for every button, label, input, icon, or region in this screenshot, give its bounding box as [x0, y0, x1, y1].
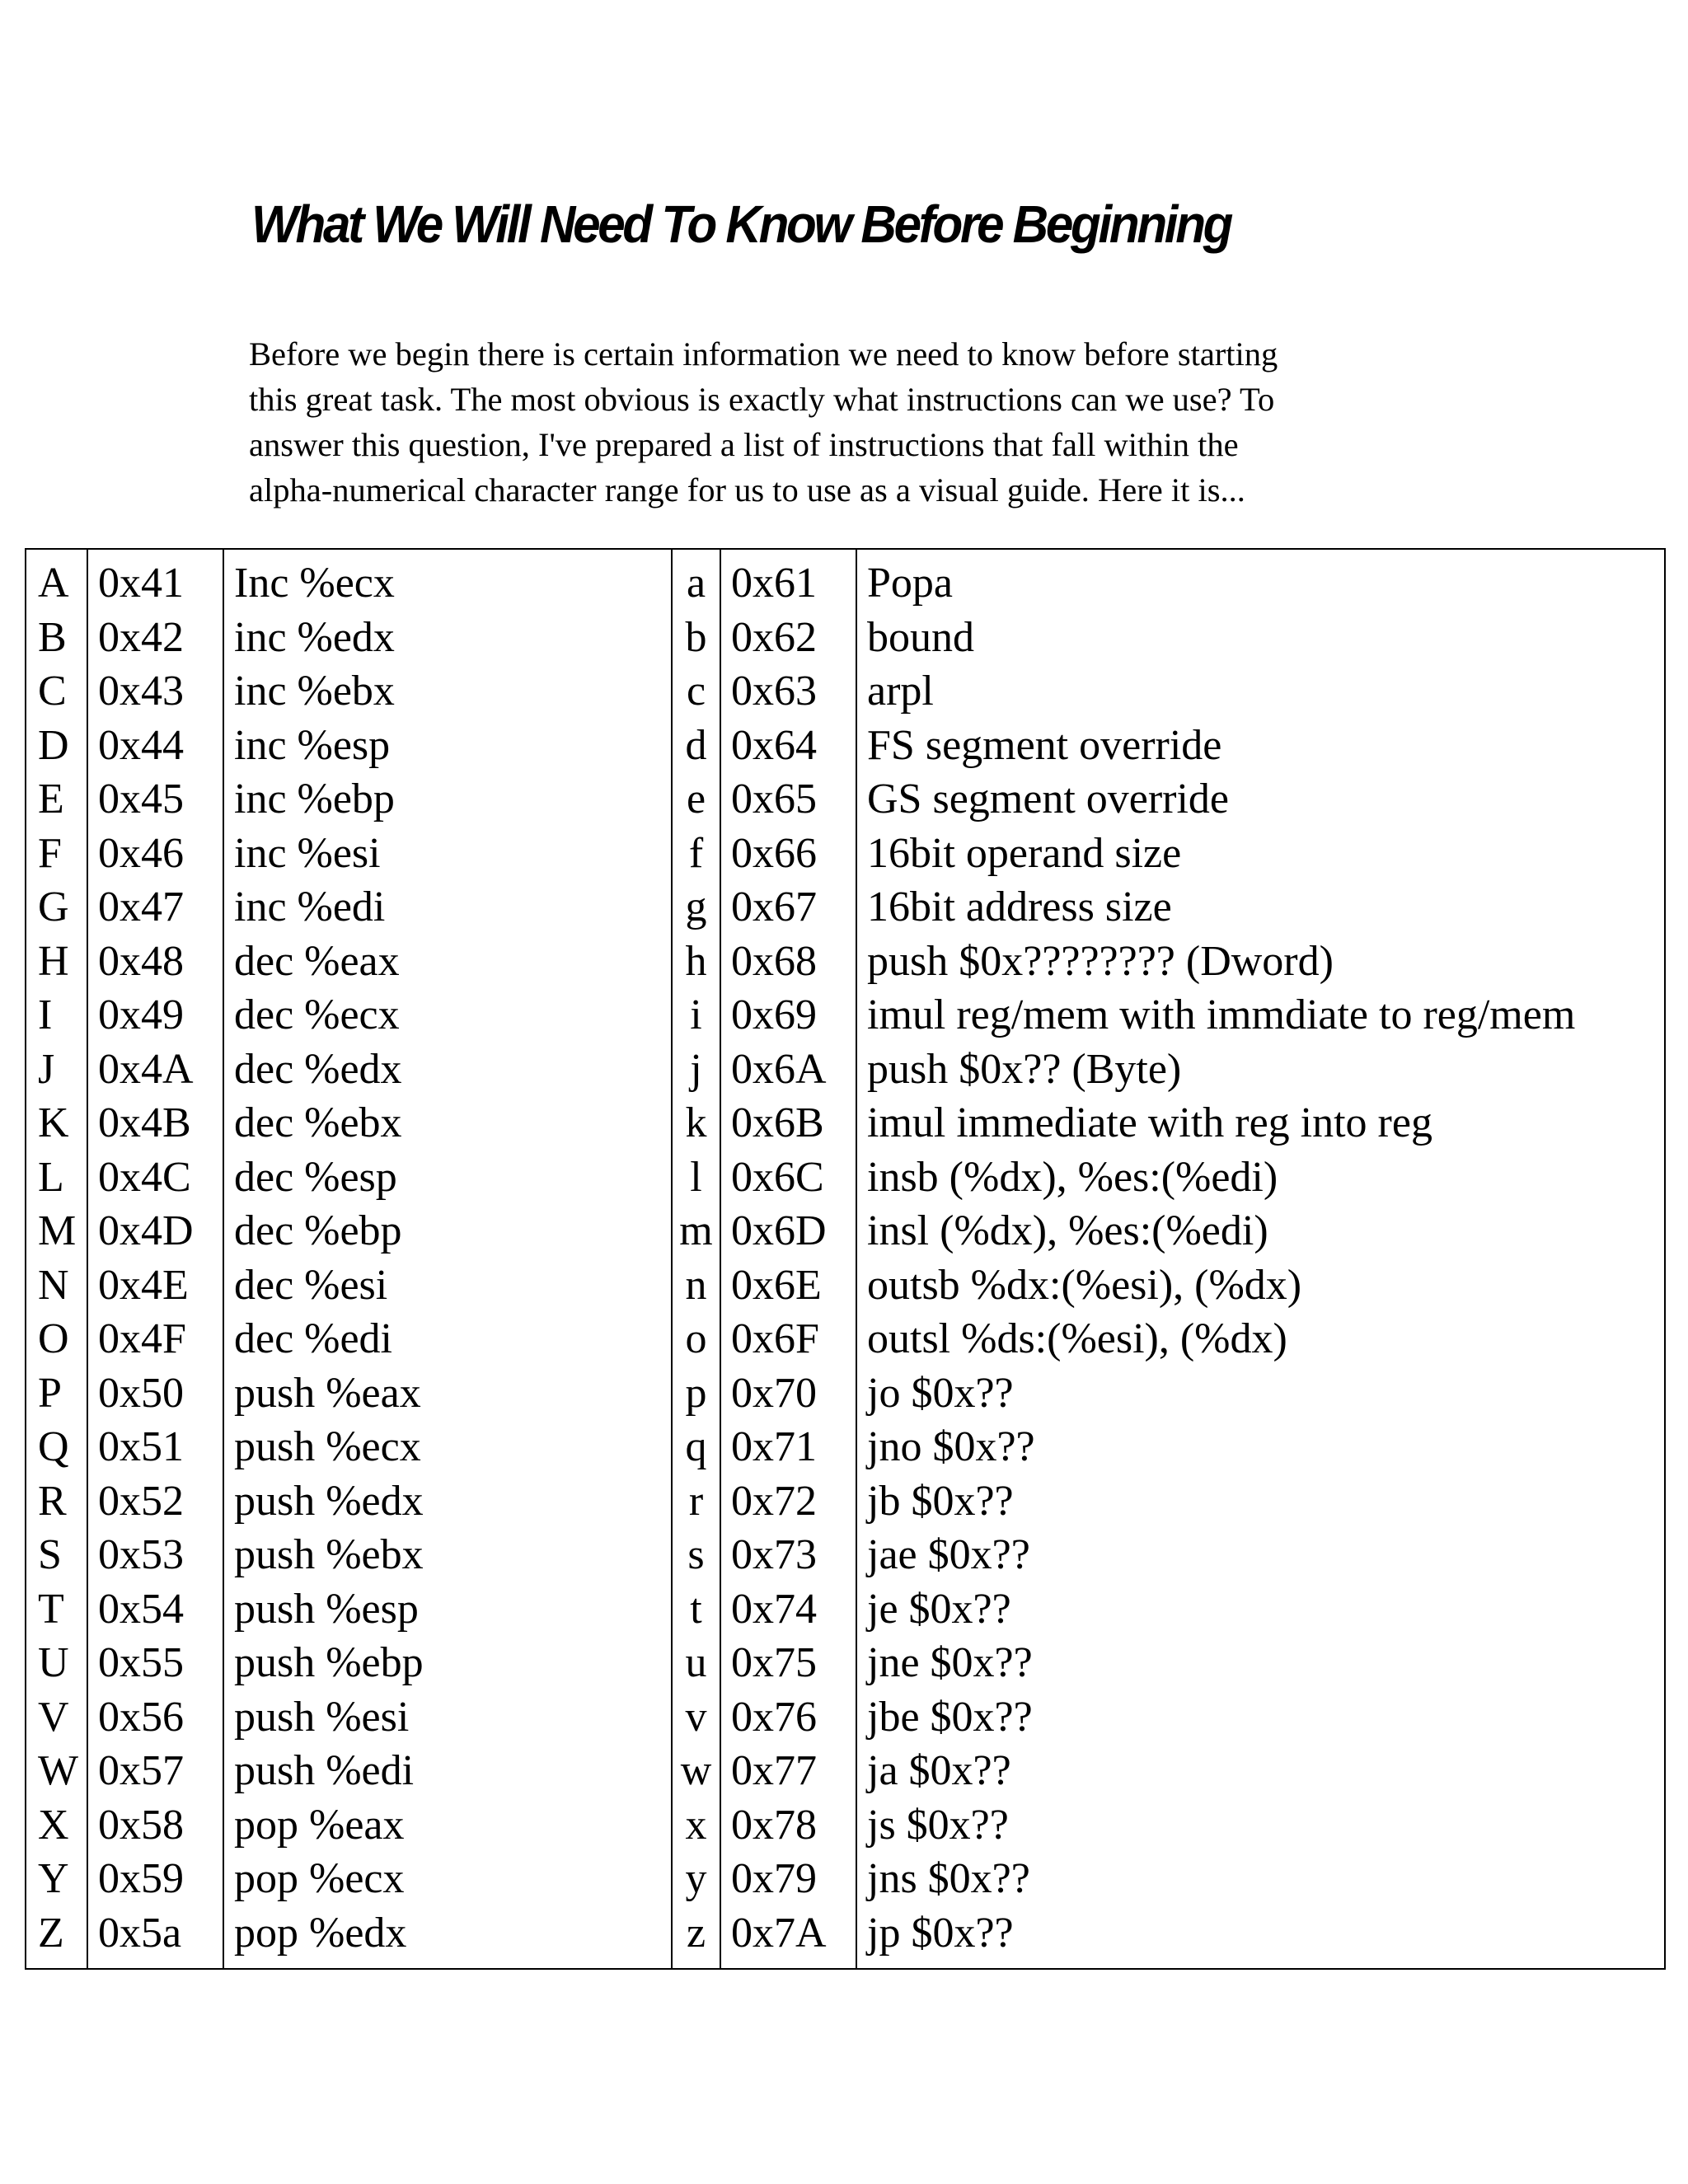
upper-hex-cell: 0x42	[87, 611, 223, 665]
lower-hex-cell: 0x65	[720, 772, 856, 827]
lower-char-cell: h	[672, 935, 720, 989]
upper-hex-cell: 0x54	[87, 1582, 223, 1637]
lower-instruction-cell: 16bit operand size	[867, 829, 1182, 877]
lower-hex-cell: 0x67	[720, 880, 856, 935]
upper-char-cell: M	[26, 1204, 87, 1258]
upper-instruction-cell: dec %esi	[223, 1258, 672, 1313]
lower-hex-cell: 0x66	[720, 827, 856, 881]
lower-char-cell: g	[672, 880, 720, 935]
upper-instruction-cell: inc %edi	[223, 880, 672, 935]
intro-line: alpha-numerical character range for us to use as a visual guide. Here it is...	[249, 471, 1245, 509]
table-row	[26, 827, 1665, 881]
upper-hex-cell: 0x47	[87, 880, 223, 935]
upper-instruction-cell: dec %eax	[223, 935, 672, 989]
lower-hex-cell: 0x64	[720, 719, 856, 773]
lower-hex-cell: 0x6F	[720, 1312, 856, 1366]
upper-instruction-cell: Inc %ecx	[223, 549, 672, 611]
upper-hex-cell: 0x41	[87, 549, 223, 611]
lower-char-cell: i	[672, 988, 720, 1043]
table-row	[26, 1582, 1665, 1637]
lower-instruction-cell: insl (%dx), %es:(%edi)	[867, 1207, 1268, 1254]
upper-char-cell: K	[26, 1096, 87, 1151]
lower-hex-cell: 0x70	[720, 1366, 856, 1421]
lower-hex-cell: 0x6B	[720, 1096, 856, 1151]
lower-char-cell: x	[672, 1798, 720, 1853]
upper-char-cell: X	[26, 1798, 87, 1853]
upper-char-cell: B	[26, 611, 87, 665]
upper-instruction-cell: push %ebp	[223, 1636, 672, 1690]
table-row	[26, 1744, 1665, 1798]
lower-hex-cell: 0x72	[720, 1474, 856, 1529]
upper-hex-cell: 0x4D	[87, 1204, 223, 1258]
upper-hex-cell: 0x44	[87, 719, 223, 773]
lower-char-cell: y	[672, 1852, 720, 1906]
upper-hex-cell: 0x5a	[87, 1906, 223, 1970]
lower-hex-cell: 0x63	[720, 664, 856, 719]
upper-char-cell: O	[26, 1312, 87, 1366]
upper-char-cell: W	[26, 1744, 87, 1798]
upper-hex-cell: 0x58	[87, 1798, 223, 1853]
lower-char-cell: c	[672, 664, 720, 719]
lower-instruction-cell: GS segment override	[867, 776, 1230, 823]
lower-char-cell: p	[672, 1366, 720, 1421]
lower-hex-cell: 0x61	[720, 549, 856, 611]
table-row	[26, 1690, 1665, 1745]
lower-hex-cell: 0x6A	[720, 1043, 856, 1097]
lower-instruction-cell: jbe $0x??	[867, 1693, 1033, 1741]
upper-instruction-cell: dec %ebp	[223, 1204, 672, 1258]
table-row	[26, 1906, 1665, 1970]
lower-char-cell: v	[672, 1690, 720, 1745]
upper-hex-cell: 0x50	[87, 1366, 223, 1421]
upper-hex-cell: 0x48	[87, 935, 223, 989]
lower-instruction-cell: bound	[867, 613, 974, 661]
lower-instruction-cell: jb $0x??	[867, 1477, 1014, 1525]
upper-instruction-cell: pop %eax	[223, 1798, 672, 1853]
lower-char-cell: f	[672, 827, 720, 881]
lower-char-cell: r	[672, 1474, 720, 1529]
upper-instruction-cell: dec %esp	[223, 1151, 672, 1205]
upper-instruction-cell: push %esi	[223, 1690, 672, 1745]
upper-char-cell: I	[26, 988, 87, 1043]
upper-char-cell: N	[26, 1258, 87, 1313]
lower-hex-cell: 0x7A	[720, 1906, 856, 1970]
table-row	[26, 1366, 1665, 1421]
lower-char-cell: l	[672, 1151, 720, 1205]
lower-hex-cell: 0x68	[720, 935, 856, 989]
upper-hex-cell: 0x45	[87, 772, 223, 827]
lower-instruction-cell: push $0x?? (Byte)	[867, 1045, 1182, 1093]
lower-instruction-cell: jne $0x??	[867, 1639, 1033, 1686]
table-row	[26, 880, 1665, 935]
upper-char-cell: G	[26, 880, 87, 935]
table-row	[26, 549, 1665, 611]
lower-instruction-cell: outsl %ds:(%esi), (%dx)	[867, 1315, 1287, 1362]
table-row	[26, 1636, 1665, 1690]
lower-char-cell: t	[672, 1582, 720, 1637]
lower-char-cell: b	[672, 611, 720, 665]
upper-instruction-cell: dec %edi	[223, 1312, 672, 1366]
lower-instruction-cell: insb (%dx), %es:(%edi)	[867, 1153, 1278, 1201]
upper-char-cell: Q	[26, 1420, 87, 1474]
upper-hex-cell: 0x53	[87, 1528, 223, 1582]
upper-instruction-cell: inc %esi	[223, 827, 672, 881]
upper-char-cell: F	[26, 827, 87, 881]
table-row	[26, 1528, 1665, 1582]
table-row	[26, 611, 1665, 665]
upper-hex-cell: 0x57	[87, 1744, 223, 1798]
upper-char-cell: C	[26, 664, 87, 719]
lower-instruction-cell: imul reg/mem with immdiate to reg/mem	[867, 991, 1576, 1038]
upper-hex-cell: 0x4A	[87, 1043, 223, 1097]
upper-instruction-cell: push %esp	[223, 1582, 672, 1637]
upper-char-cell: P	[26, 1366, 87, 1421]
intro-line: answer this question, I've prepared a list of instructions that fall within the	[249, 426, 1239, 463]
upper-hex-cell: 0x4E	[87, 1258, 223, 1313]
intro-paragraph	[249, 331, 1502, 513]
table-row	[26, 1420, 1665, 1474]
lower-char-cell: q	[672, 1420, 720, 1474]
lower-instruction-cell: js $0x??	[867, 1801, 1009, 1849]
lower-instruction-cell: jno $0x??	[867, 1423, 1035, 1470]
upper-char-cell: L	[26, 1151, 87, 1205]
lower-char-cell: a	[672, 549, 720, 611]
upper-hex-cell: 0x4B	[87, 1096, 223, 1151]
page-title: What We Will Need To Know Before Beginning	[251, 194, 1231, 254]
table-row	[26, 1798, 1665, 1853]
lower-char-cell: o	[672, 1312, 720, 1366]
table-row	[26, 1312, 1665, 1366]
upper-instruction-cell: dec %ebx	[223, 1096, 672, 1151]
lower-hex-cell: 0x62	[720, 611, 856, 665]
lower-hex-cell: 0x6D	[720, 1204, 856, 1258]
upper-char-cell: D	[26, 719, 87, 773]
intro-line: Before we begin there is certain information we need to know before starting	[249, 335, 1278, 373]
upper-instruction-cell: push %edx	[223, 1474, 672, 1529]
upper-instruction-cell: dec %ecx	[223, 988, 672, 1043]
lower-hex-cell: 0x74	[720, 1582, 856, 1637]
upper-hex-cell: 0x46	[87, 827, 223, 881]
upper-instruction-cell: push %eax	[223, 1366, 672, 1421]
upper-hex-cell: 0x51	[87, 1420, 223, 1474]
upper-hex-cell: 0x4C	[87, 1151, 223, 1205]
upper-instruction-cell: push %ecx	[223, 1420, 672, 1474]
upper-char-cell: J	[26, 1043, 87, 1097]
upper-char-cell: E	[26, 772, 87, 827]
lower-char-cell: s	[672, 1528, 720, 1582]
upper-char-cell: V	[26, 1690, 87, 1745]
upper-hex-cell: 0x52	[87, 1474, 223, 1529]
table-row	[26, 1258, 1665, 1313]
lower-char-cell: j	[672, 1043, 720, 1097]
upper-char-cell: H	[26, 935, 87, 989]
lower-hex-cell: 0x79	[720, 1852, 856, 1906]
upper-char-cell: Y	[26, 1852, 87, 1906]
lower-instruction-cell: jo $0x??	[867, 1369, 1014, 1417]
table-row	[26, 1151, 1665, 1205]
lower-hex-cell: 0x6E	[720, 1258, 856, 1313]
upper-instruction-cell: inc %esp	[223, 719, 672, 773]
table-row	[26, 1852, 1665, 1906]
upper-char-cell: U	[26, 1636, 87, 1690]
lower-instruction-cell: FS segment override	[867, 721, 1222, 769]
table-row	[26, 1474, 1665, 1529]
lower-char-cell: z	[672, 1906, 720, 1970]
lower-hex-cell: 0x75	[720, 1636, 856, 1690]
upper-hex-cell: 0x4F	[87, 1312, 223, 1366]
lower-instruction-cell: jae $0x??	[867, 1531, 1030, 1578]
upper-instruction-cell: inc %edx	[223, 611, 672, 665]
lower-instruction-cell: ja $0x??	[867, 1747, 1011, 1794]
table-row	[26, 935, 1665, 989]
upper-hex-cell: 0x56	[87, 1690, 223, 1745]
table-row	[26, 1204, 1665, 1258]
upper-hex-cell: 0x43	[87, 664, 223, 719]
upper-instruction-cell: pop %edx	[223, 1906, 672, 1970]
intro-line: this great task. The most obvious is exactly what instructions can we use? To	[249, 381, 1275, 418]
upper-instruction-cell: push %edi	[223, 1744, 672, 1798]
opcode-table	[25, 548, 1666, 1970]
upper-instruction-cell: inc %ebp	[223, 772, 672, 827]
lower-hex-cell: 0x6C	[720, 1151, 856, 1205]
upper-char-cell: S	[26, 1528, 87, 1582]
lower-char-cell: u	[672, 1636, 720, 1690]
lower-hex-cell: 0x73	[720, 1528, 856, 1582]
lower-hex-cell: 0x77	[720, 1744, 856, 1798]
lower-instruction-cell: imul immediate with reg into reg	[867, 1099, 1432, 1146]
upper-instruction-cell: pop %ecx	[223, 1852, 672, 1906]
lower-char-cell: m	[672, 1204, 720, 1258]
upper-instruction-cell: inc %ebx	[223, 664, 672, 719]
opcode-table-body	[26, 549, 1665, 1969]
upper-hex-cell: 0x49	[87, 988, 223, 1043]
lower-char-cell: w	[672, 1744, 720, 1798]
lower-instruction-cell: je $0x??	[867, 1585, 1011, 1633]
lower-char-cell: d	[672, 719, 720, 773]
lower-hex-cell: 0x71	[720, 1420, 856, 1474]
lower-instruction-cell: 16bit address size	[867, 883, 1172, 930]
upper-char-cell: T	[26, 1582, 87, 1637]
upper-instruction-cell: dec %edx	[223, 1043, 672, 1097]
lower-instruction-cell: jp $0x??	[867, 1909, 1014, 1957]
upper-hex-cell: 0x55	[87, 1636, 223, 1690]
lower-instruction-cell: arpl	[867, 668, 934, 715]
lower-char-cell: k	[672, 1096, 720, 1151]
lower-hex-cell: 0x69	[720, 988, 856, 1043]
upper-hex-cell: 0x59	[87, 1852, 223, 1906]
lower-instruction-cell: outsb %dx:(%esi), (%dx)	[867, 1261, 1302, 1309]
lower-instruction-cell: jns $0x??	[867, 1855, 1030, 1902]
lower-char-cell: n	[672, 1258, 720, 1313]
upper-char-cell: Z	[26, 1906, 87, 1970]
lower-char-cell: e	[672, 772, 720, 827]
upper-char-cell: R	[26, 1474, 87, 1529]
upper-instruction-cell: push %ebx	[223, 1528, 672, 1582]
upper-char-cell: A	[26, 549, 87, 611]
lower-hex-cell: 0x76	[720, 1690, 856, 1745]
table-row	[26, 719, 1665, 773]
table-row	[26, 1096, 1665, 1151]
table-row	[26, 772, 1665, 827]
table-row	[26, 988, 1665, 1043]
table-row	[26, 1043, 1665, 1097]
lower-instruction-cell: push $0x???????? (Dword)	[867, 937, 1334, 985]
lower-instruction-cell: Popa	[867, 560, 953, 607]
lower-hex-cell: 0x78	[720, 1798, 856, 1853]
table-row	[26, 664, 1665, 719]
